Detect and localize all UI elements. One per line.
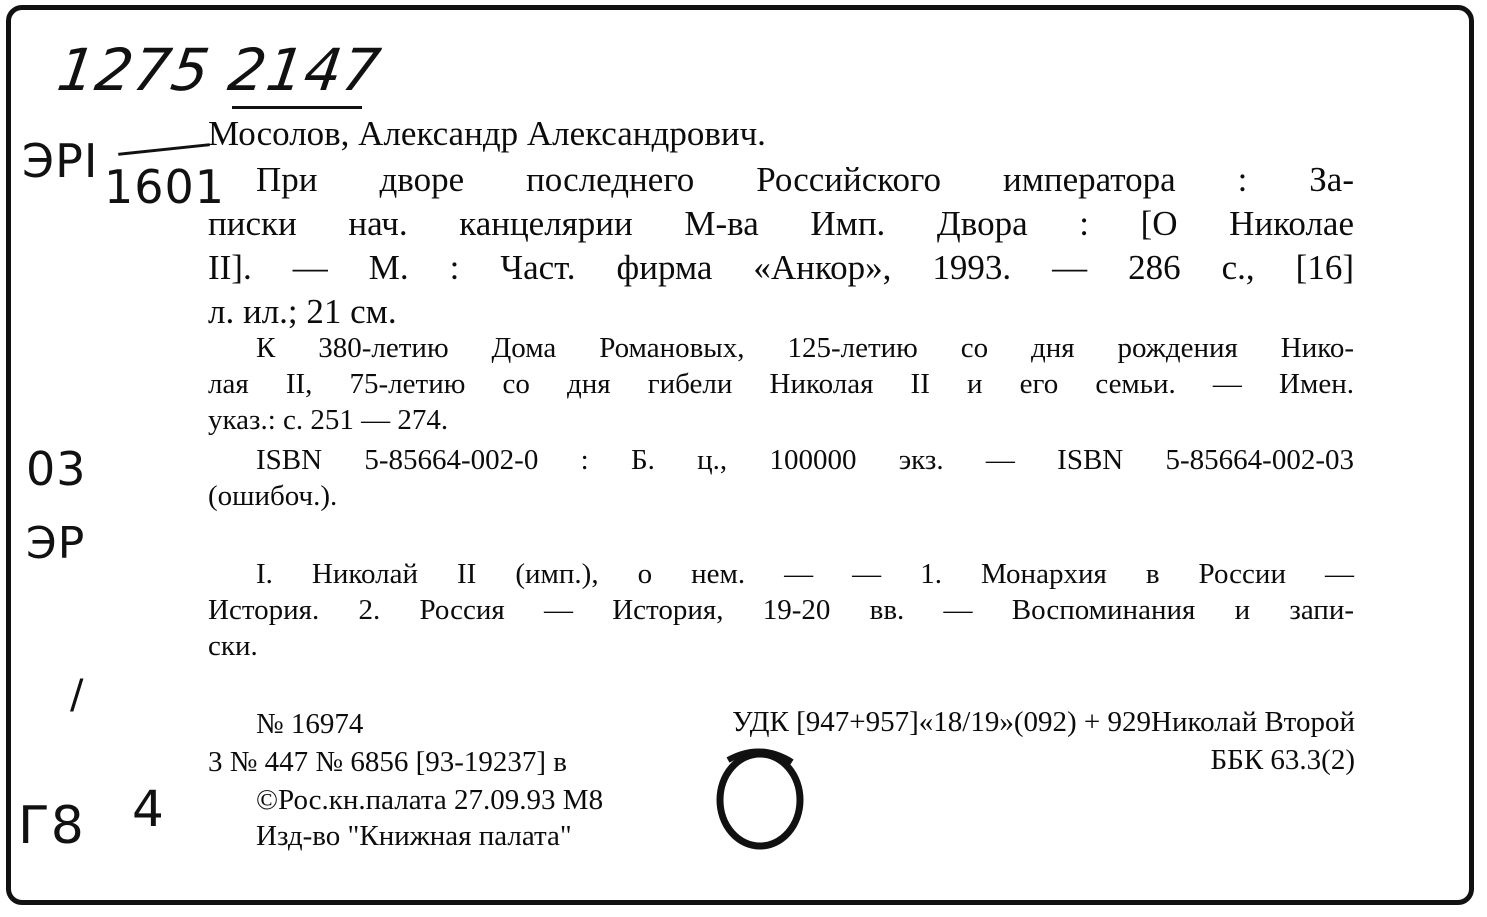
note-line: К 380-летию Дома Романовых, 125-летию со дня рождения Нико- [256,332,1354,364]
note-line: лая II, 75-летию со дня гибели Николая II и его семьи. — Имен. [208,368,1354,400]
title-line: л. ил.; 21 см. [208,292,397,331]
call-number-underline [232,106,362,109]
isbn-line: (ошибоч.). [208,480,338,512]
note-line: указ.: с. 251 — 274. [208,404,449,436]
handwritten-mark-1601: 1601 [104,160,226,214]
isbn-line: ISBN 5-85664-002-0 : Б. ц., 100000 экз. — ISBN 5-85664-002-03 [256,444,1354,476]
isbn-block [208,442,1354,514]
title-line: писки нач. канцелярии М-ва Имп. Двора : [О Николае [208,204,1354,243]
book-chamber-line: ©Рос.кн.палата 27.09.93 М8 [256,784,604,816]
handwritten-mark-epi: ЭРI [22,134,99,188]
note-block [208,330,1354,438]
subject-line: История. 2. Россия — История, 19-20 вв. — Воспоминания и запи- [208,594,1354,626]
handwritten-mark-4: 4 [132,780,165,838]
title-block [208,158,1354,334]
title-line: При дворе последнего Российского императора : За- [256,160,1354,199]
bbk-code: ББК 63.3(2) [1210,744,1355,776]
subject-block [208,556,1354,664]
handwritten-mark-03: 03 [26,442,87,496]
udk-code: УДК [947+957]«18/19»(092) + 929Николай Второй [732,706,1355,738]
handwritten-mark-g84: Г8 [18,796,85,856]
author-heading: Мосолов, Александр Александрович. [208,114,766,153]
subject-line: ски. [208,630,258,662]
handwritten-call-number: 1275 2147 [53,36,386,104]
registration-line: 3 № 447 № 6856 [93-19237] в [208,746,568,778]
record-number: № 16974 [256,708,364,740]
title-line: II]. — М. : Част. фирма «Анкор», 1993. — 286 с., [16] [208,248,1354,287]
publisher-line: Изд-во "Книжная палата" [256,820,572,852]
handwritten-mark-ep: ЭР [26,518,86,569]
handdrawn-circle-mark [700,728,820,858]
subject-line: I. Николай II (имп.), о нем. — — 1. Монархия в России — [256,558,1354,590]
handwritten-mark-slash: / [70,672,85,718]
